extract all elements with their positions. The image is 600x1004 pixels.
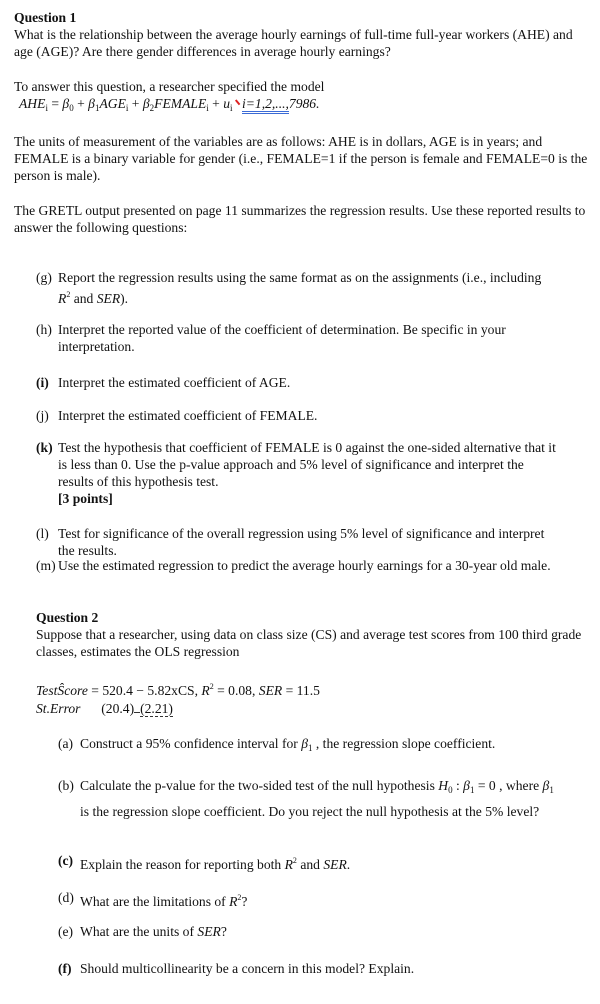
question-item-b: (b) Calculate the p-value for the two-sided test of the null hypothesis $H_0$ : $\beta_1 = 0$ , where $\beta_1$ is the regression slope coefficient. Do you reject the null hypothesis at the 5% level? — [58, 778, 554, 819]
gretl-paragraph: The GRETL output presented on page 11 summarizes the regression results. Use these reported results to answer the following questions: — [14, 203, 586, 235]
regression-equation: TestŜcore = 520.4 − 5.82xCS, $R^2 = 0.08$, SER = 11.5 — [36, 682, 320, 698]
question-1-intro: What is the relationship between the average hourly earnings of full-time full-year workers (AHE) and age (AGE)? Are there gender differences in average hourly earnings? — [14, 27, 573, 59]
question-1-title: Question 1 — [14, 10, 77, 25]
question-2-intro: Suppose that a researcher, using data on class size (CS) and average test scores from 100 third grade classes, estimates the OLS regression — [36, 627, 582, 659]
model-equation: $AHE_i = \beta_0 + \beta_1AGE_i$ + $\beta_2FEMALE_i + u_i$ i=1,2,...,7986. — [19, 96, 320, 113]
question-2-title: Question 2 — [36, 610, 99, 625]
standard-errors-row: St.Error (20.4) (2.21) — [36, 701, 173, 716]
question-item-k: (k) Test the hypothesis that coefficient of FEMALE is 0 against the one-sided alternative that it is less than 0. Use the p-value approach and 5% level of significance and interpret the results of this hypothesis test. [3 points] — [36, 440, 556, 506]
points-label: [3 points] — [58, 491, 113, 506]
units-paragraph: The units of measurement of the variables are as follows: AHE is in dollars, AGE is in years; and FEMALE is a binary variable for gender (i.e., FEMALE=1 if the person is female and FEMALE=0 is the person is male). — [14, 134, 588, 183]
model-intro: To answer this question, a researcher specified the model — [14, 79, 325, 94]
